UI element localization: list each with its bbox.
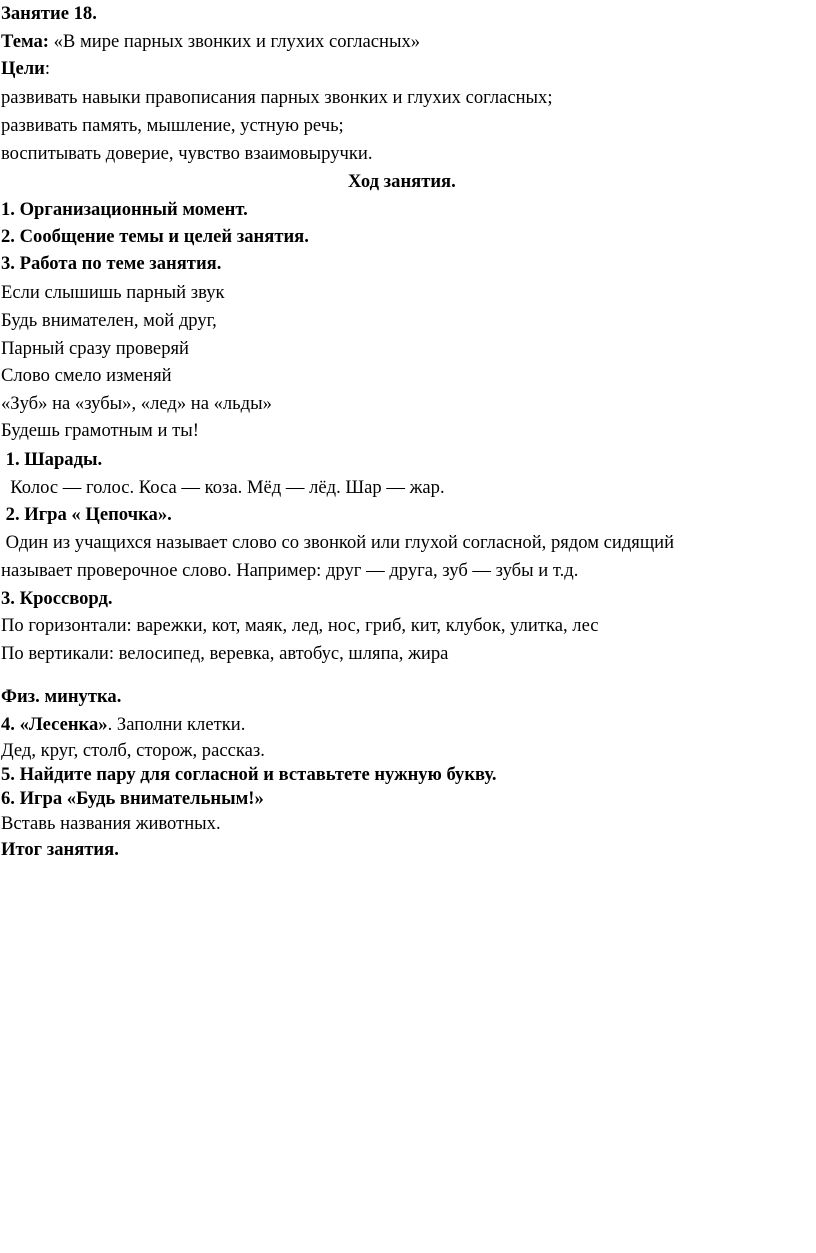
crossword-horizontal: По горизонтали: варежки, кот, маяк, лед, нос, гриб, кит, клубок, улитка, лес: [1, 615, 599, 636]
ladder-title: 4. «Лесенка»: [1, 714, 108, 735]
goal-item: развивать навыки правописания парных звонких и глухих согласных;: [1, 87, 553, 108]
goal-item: развивать память, мышление, устную речь;: [1, 115, 344, 136]
chain-game-text: называет проверочное слово. Например: друг — друга, зуб — зубы и т.д.: [1, 560, 579, 581]
poem-line: Будешь грамотным и ты!: [1, 420, 199, 441]
course-title: Ход занятия.: [348, 171, 456, 192]
crossword-title: 3. Кроссворд.: [1, 588, 113, 609]
poem-line: Если слышишь парный звук: [1, 282, 225, 303]
ladder-words: Дед, круг, столб, сторож, рассказ.: [1, 740, 265, 761]
goal-item: воспитывать доверие, чувство взаимовыручки.: [1, 143, 373, 164]
step-organizational: 1. Организационный момент.: [1, 199, 248, 220]
poem-line: Парный сразу проверяй: [1, 338, 189, 359]
ladder-line: [1, 713, 245, 737]
step-work: 3. Работа по теме занятия.: [1, 253, 222, 274]
game-6-title: 6. Игра «Будь внимательным!»: [1, 788, 264, 809]
ladder-text: . Заполни клетки.: [107, 714, 246, 735]
goals-label: Цели: [1, 58, 45, 79]
charades-text: Колос — голос. Коса — коза. Мёд — лёд. Шар — жар.: [1, 477, 445, 498]
topic-line: [1, 30, 420, 54]
step-topic-message: 2. Сообщение темы и целей занятия.: [1, 226, 309, 247]
game-6-text: Вставь названия животных.: [1, 813, 221, 834]
physical-minute: Физ. минутка.: [1, 686, 122, 707]
topic-text: «В мире парных звонких и глухих согласных»: [48, 31, 421, 52]
lesson-number: Занятие 18.: [1, 3, 97, 24]
lesson-summary: Итог занятия.: [1, 839, 119, 860]
crossword-vertical: По вертикали: велосипед, веревка, автобус, шляпа, жира: [1, 643, 449, 664]
chain-game-title: 2. Игра « Цепочка».: [1, 504, 172, 525]
topic-label: Тема:: [1, 31, 49, 52]
chain-game-text: Один из учащихся называет слово со звонкой или глухой согласной, рядом сидящий: [1, 532, 675, 553]
poem-line: Будь внимателен, мой друг,: [1, 310, 217, 331]
poem-line: Слово смело изменяй: [1, 365, 172, 386]
goals-heading: [1, 57, 50, 81]
poem-line: «Зуб» на «зубы», «лед» на «льды»: [1, 393, 272, 414]
charades-title: 1. Шарады.: [1, 449, 103, 470]
task-5: 5. Найдите пару для согласной и вставьтете нужную букву.: [1, 764, 497, 785]
goals-colon: :: [44, 58, 51, 79]
